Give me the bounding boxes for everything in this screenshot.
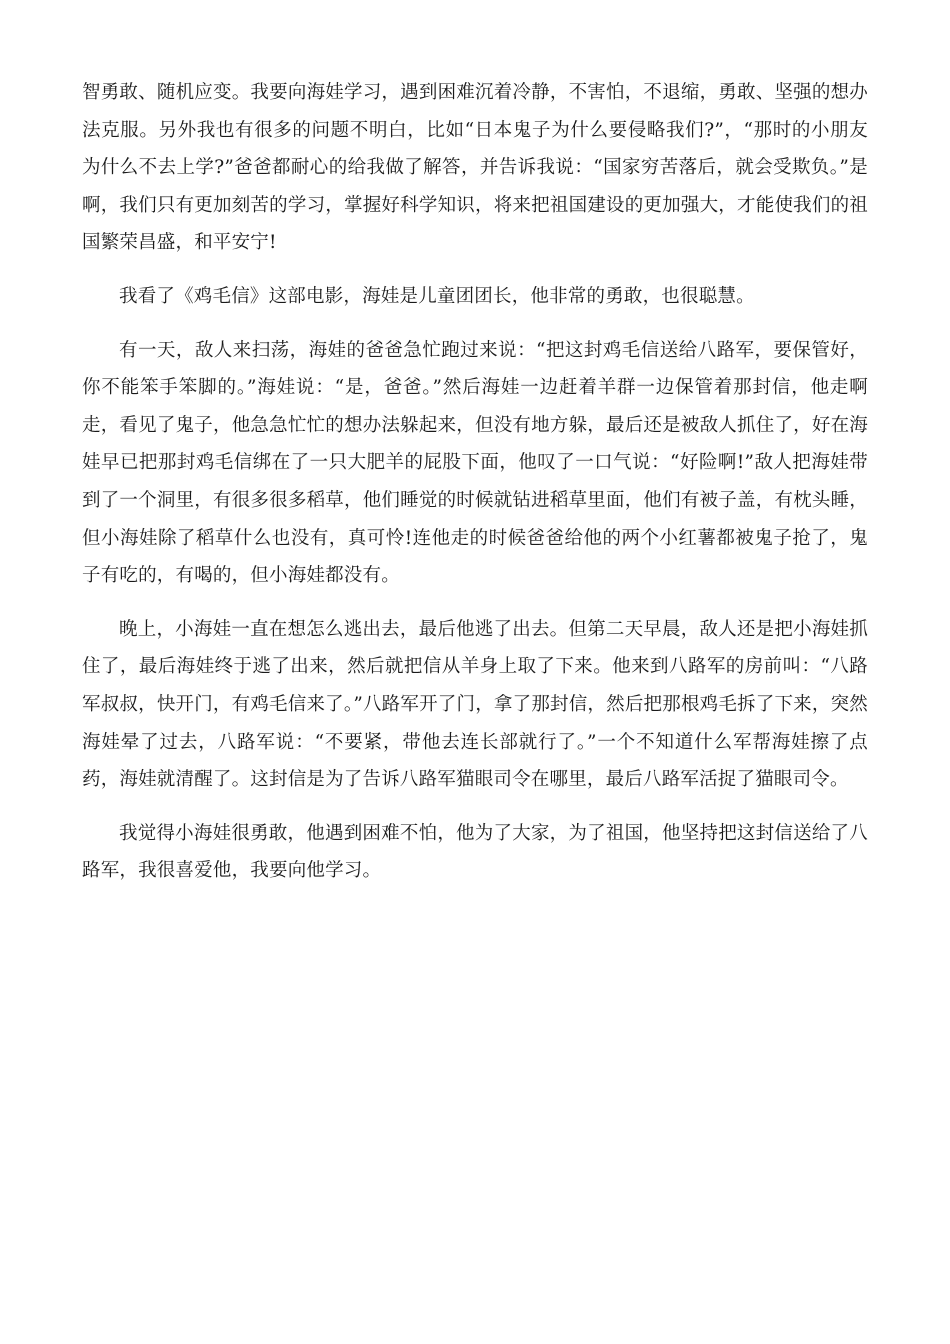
paragraph-2: 我看了《鸡毛信》这部电影，海娃是儿童团团长，他非常的勇敢，也很聪慧。 xyxy=(119,285,755,307)
paragraph-1: 智勇敢、随机应变。我要向海娃学习，遇到困难沉着冷静，不害怕，不退缩，勇敢、坚强的想办法克服。另外我也有很多的问题不明白，比如“日本鬼子为什么要侵略我们?”，“那时的小朋友为什么不去上学?”爸爸都耐心的给我做了解答，并告诉我说：“国家穷苦落后，就会受欺负。”是啊，我们只有更加刻苦的学习，掌握好科学知识，将来把祖国建设的更加强大，才能使我们的祖国繁荣昌盛，和平安宁! xyxy=(82,82,868,254)
document-body xyxy=(82,74,868,906)
paragraph-5: 我觉得小海娃很勇敢，他遇到困难不怕，他为了大家，为了祖国，他坚持把这封信送给了八路军，我很喜爱他，我要向他学习。 xyxy=(82,822,868,882)
paragraph-4: 晚上，小海娃一直在想怎么逃出去，最后他逃了出去。但第二天早晨，敌人还是把小海娃抓住了，最后海娃终于逃了出来，然后就把信从羊身上取了下来。他来到八路军的房前叫：“八路军叔叔，快开门，有鸡毛信来了。”八路军开了门，拿了那封信，然后把那根鸡毛拆了下来，突然海娃晕了过去，八路军说：“不要紧，带他去连长部就行了。”一个不知道什么军帮海娃擦了点药，海娃就清醒了。这封信是为了告诉八路军猫眼司令在哪里，最后八路军活捉了猫眼司令。 xyxy=(82,618,868,791)
paragraph-3: 有一天，敌人来扫荡，海娃的爸爸急忙跑过来说：“把这封鸡毛信送给八路军，要保管好，你不能笨手笨脚的。”海娃说：“是，爸爸。”然后海娃一边赶着羊群一边保管着那封信，他走啊走，看见了鬼子，他急急忙忙的想办法躲起来，但没有地方躲，最后还是被敌人抓住了，好在海娃早已把那封鸡毛信绑在了一只大肥羊的屁股下面，他叹了一口气说：“好险啊!”敌人把海娃带到了一个洞里，有很多很多稻草，他们睡觉的时候就钻进稻草里面，他们有被子盖，有枕头睡，但小海娃除了稻草什么也没有，真可怜!连他走的时候爸爸给他的两个小红薯都被鬼子抢了，鬼子有吃的，有喝的，但小海娃都没有。 xyxy=(82,339,868,587)
